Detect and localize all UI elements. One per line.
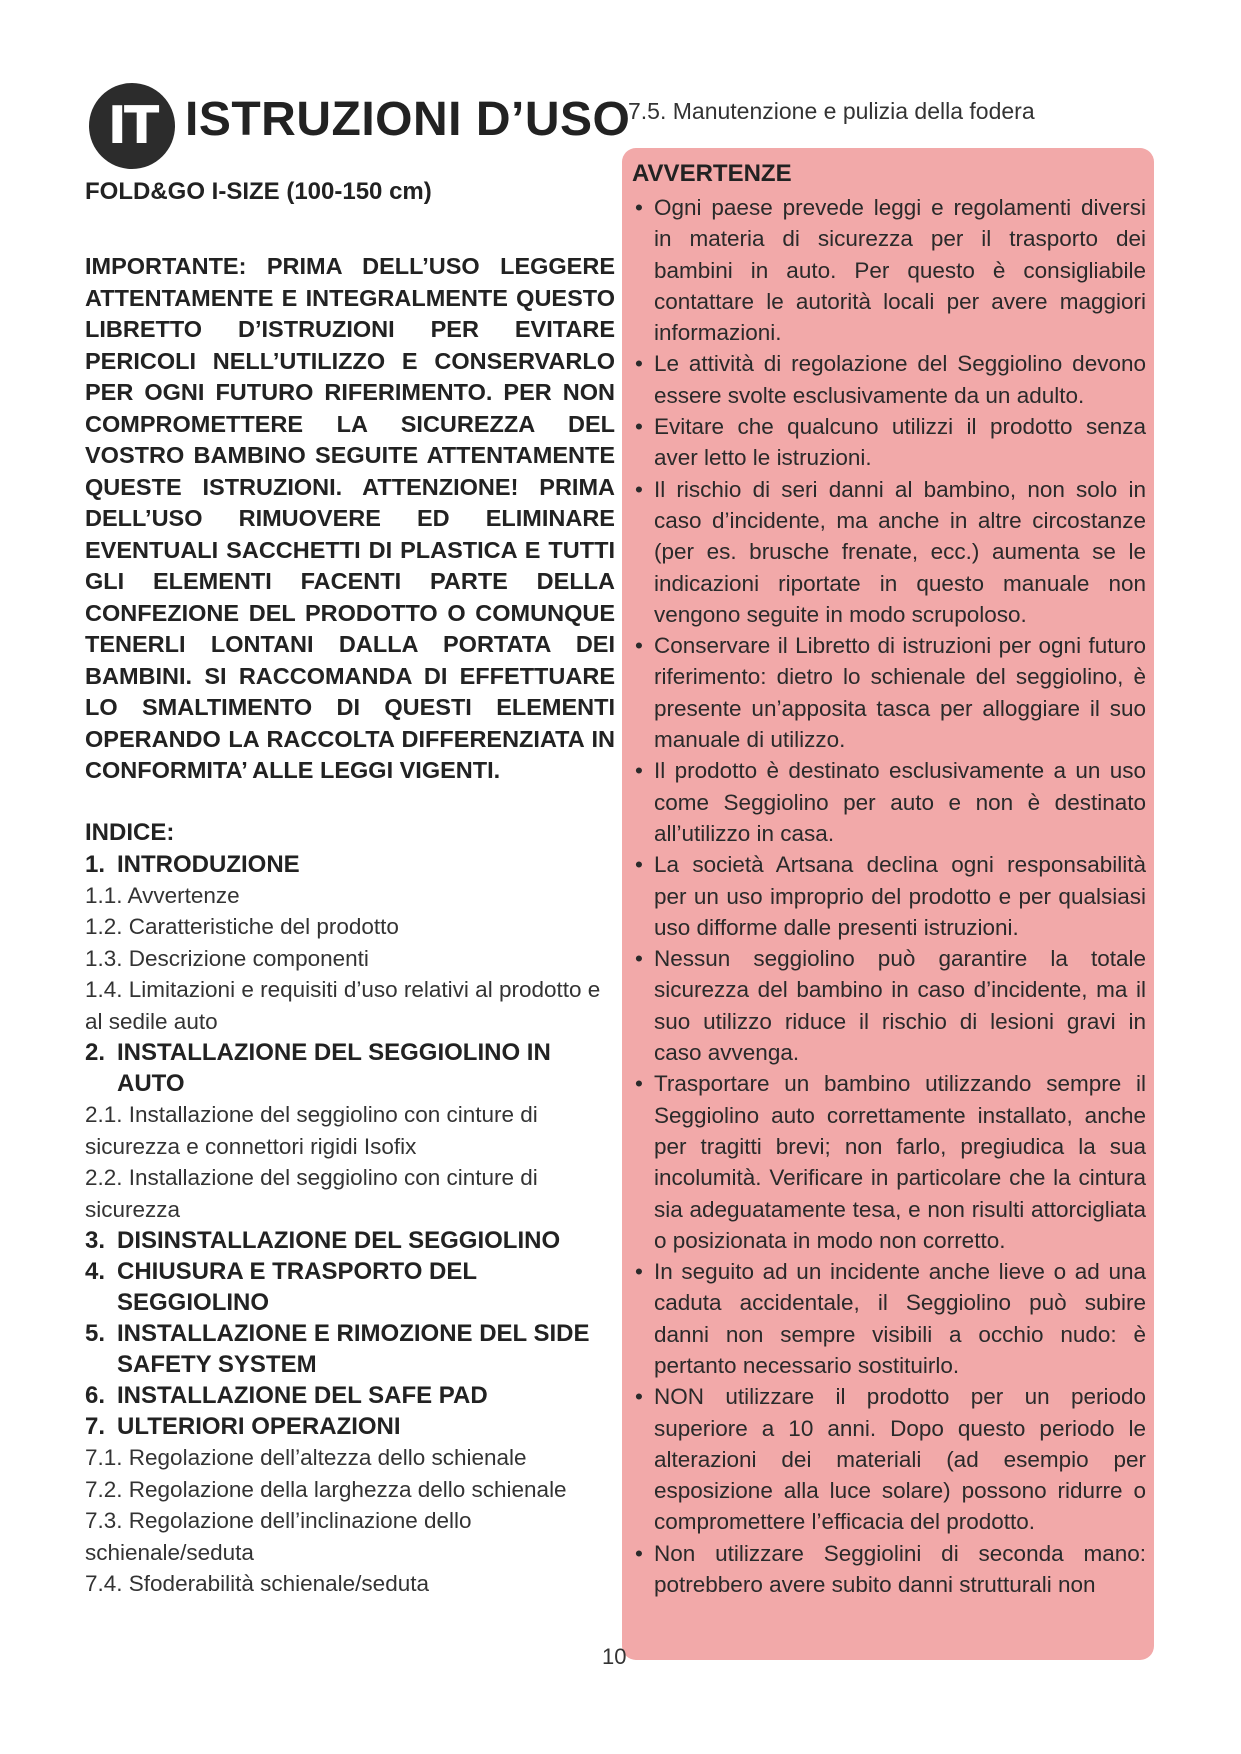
index-text: 1.4. Limitazioni e requisiti d’uso relativi al prodotto e al sedile auto	[85, 977, 601, 1034]
index-item-7-5: 7.5. Manutenzione e pulizia della fodera	[628, 98, 1035, 124]
warning-item: • Il prodotto è destinato esclusivamente a un uso come Seggiolino per auto e non è destinato all’utilizzo in casa.	[632, 755, 1146, 849]
index-subsection	[85, 1505, 615, 1568]
warning-item: • Conservare il Libretto di istruzioni per ogni futuro riferimento: dietro lo schienale del seggiolino, è presente un’apposita tasca per alloggiare il suo manuale di utilizzo.	[632, 630, 1146, 755]
page-number: 10	[602, 1644, 627, 1669]
index-text: 7.4. Sfoderabilità schienale/seduta	[85, 1571, 429, 1596]
warnings-title: AVVERTENZE	[632, 160, 792, 187]
warning-item: • Le attività di regolazione del Seggiolino devono essere svolte esclusivamente da un adulto.	[632, 348, 1146, 411]
important-warning: IMPORTANTE: PRIMA DELL’USO LEGGERE ATTENTAMENTE E INTEGRALMENTE QUESTO LIBRETTO D’ISTRUZIONI PER EVITARE PERICOLI NELL’UTILIZZO E CONSERVARLO PER OGNI FUTURO RIFERIMENTO. PER NON COMPROMETTERE LA SICUREZZA DEL VOSTRO BAMBINO SEGUITE ATTENTAMENTE QUESTE ISTRUZIONI. ATTENZIONE! PRIMA DELL’USO RIMUOVERE ED ELIMINARE EVENTUALI SACCHETTI DI PLASTICA E TUTTI GLI ELEMENTI FACENTI PARTE DELLA CONFEZIONE DEL PRODOTTO O COMUNQUE TENERLI LONTANI DALLA PORTATA DEI BAMBINI. SI RACCOMANDA DI EFFETTUARE LO SMALTIMENTO DI QUESTI ELEMENTI OPERANDO LA RACCOLTA DIFFERENZIATA IN CONFORMITA’ ALLE LEGGI VIGENTI.	[85, 253, 615, 783]
index-text: ULTERIORI OPERAZIONI	[117, 1413, 401, 1440]
index-section	[85, 1318, 615, 1380]
warning-item: • La società Artsana declina ogni responsabilità per un uso improprio del prodotto e per qualsiasi uso difforme dalle presenti istruzioni.	[632, 849, 1146, 943]
index-number: 3.	[85, 1227, 106, 1254]
model-name: FOLD&GO I-SIZE (100-150 cm)	[85, 178, 432, 205]
index-subsection	[85, 943, 615, 975]
warning-item: • Nessun seggiolino può garantire la totale sicurezza del bambino in caso d’incidente, ma il suo utilizzo riduce il rischio di lesioni gravi in caso avvenga.	[632, 943, 1146, 1068]
index-section	[85, 849, 615, 880]
index-title: INDICE:	[85, 818, 175, 846]
index-subsection	[85, 1568, 615, 1600]
index-number: 7.	[85, 1413, 106, 1440]
index-number: 2.	[85, 1039, 106, 1066]
index-section	[85, 1411, 615, 1442]
index-subsection	[85, 1099, 615, 1162]
index-list	[85, 849, 615, 1600]
warning-item: • NON utilizzare il prodotto per un periodo superiore a 10 anni. Dopo questo periodo le alterazioni dei materiali (ad esempio per esposizione alla luce solare) possono ridurre o compromettere l’efficacia del prodotto.	[632, 1381, 1146, 1537]
index-text: 1.2. Caratteristiche del prodotto	[85, 914, 399, 939]
index-text: 2.1. Installazione del seggiolino con cinture di sicurezza e connettori rigidi Isofix	[85, 1102, 538, 1159]
warning-item: • Ogni paese prevede leggi e regolamenti diversi in materia di sicurezza per il trasporto dei bambini in auto. Per questo è consigliabile contattare le autorità locali per avere maggiori informazioni.	[632, 192, 1146, 348]
index-subsection	[85, 1474, 615, 1506]
index-text: 7.3. Regolazione dell’inclinazione dello schienale/seduta	[85, 1508, 472, 1565]
warnings-box	[622, 148, 1154, 1660]
index-section	[85, 1380, 615, 1411]
warning-item: • In seguito ad un incidente anche lieve o ad una caduta accidentale, il Seggiolino può subire danni non sempre visibili a occhio nudo: è pertanto necessario sostituirlo.	[632, 1256, 1146, 1381]
index-text: INSTALLAZIONE E RIMOZIONE DEL SIDE SAFETY SYSTEM	[117, 1320, 590, 1378]
warning-item: • Trasportare un bambino utilizzando sempre il Seggiolino auto correttamente installato, anche per tragitti brevi; non farlo, pregiudica la sua incolumità. Verificare in particolare che la cintura sia adeguatamente tesa, e non risulti attorcigliata o posizionata in modo non corretto.	[632, 1068, 1146, 1256]
index-number: 1.	[85, 850, 106, 878]
index-section	[85, 1037, 615, 1099]
warnings-list	[632, 192, 1146, 1600]
index-section	[85, 1256, 615, 1318]
index-subsection	[85, 1162, 615, 1225]
warning-item: • Non utilizzare Seggiolini di seconda mano: potrebbero avere subito danni strutturali non	[632, 1538, 1146, 1601]
left-column	[85, 170, 615, 1600]
page-title: ISTRUZIONI D’USO	[185, 93, 631, 146]
index-subsection	[85, 974, 615, 1037]
index-text: 7.1. Regolazione dell’altezza dello schienale	[85, 1445, 527, 1470]
index-text: 1.3. Descrizione componenti	[85, 945, 369, 971]
index-text: DISINSTALLAZIONE DEL SEGGIOLINO	[117, 1227, 561, 1254]
index-subsection	[85, 1442, 615, 1474]
index-text: INTRODUZIONE	[117, 850, 300, 878]
index-subsection	[85, 911, 615, 943]
warning-item: • Il rischio di seri danni al bambino, non solo in caso d’incidente, ma anche in altre circostanze (per es. brusche frenate, ecc.) aumenta se le indicazioni riportate in questo manuale non vengono seguite in modo scrupoloso.	[632, 474, 1146, 630]
index-text: 1.1. Avvertenze	[85, 882, 240, 908]
index-number: 6.	[85, 1382, 106, 1409]
index-text: CHIUSURA E TRASPORTO DEL SEGGIOLINO	[117, 1258, 477, 1316]
index-text: INSTALLAZIONE DEL SAFE PAD	[117, 1382, 488, 1409]
index-subsection	[85, 880, 615, 912]
index-number: 5.	[85, 1320, 106, 1347]
index-section	[85, 1225, 615, 1256]
language-badge-icon: IT	[89, 83, 175, 169]
index-text: INSTALLAZIONE DEL SEGGIOLINO IN AUTO	[117, 1039, 551, 1097]
warning-item: • Evitare che qualcuno utilizzi il prodotto senza aver letto le istruzioni.	[632, 411, 1146, 474]
index-text: 7.2. Regolazione della larghezza dello schienale	[85, 1476, 567, 1502]
index-number: 4.	[85, 1258, 106, 1285]
index-text: 2.2. Installazione del seggiolino con cinture di sicurezza	[85, 1165, 538, 1222]
